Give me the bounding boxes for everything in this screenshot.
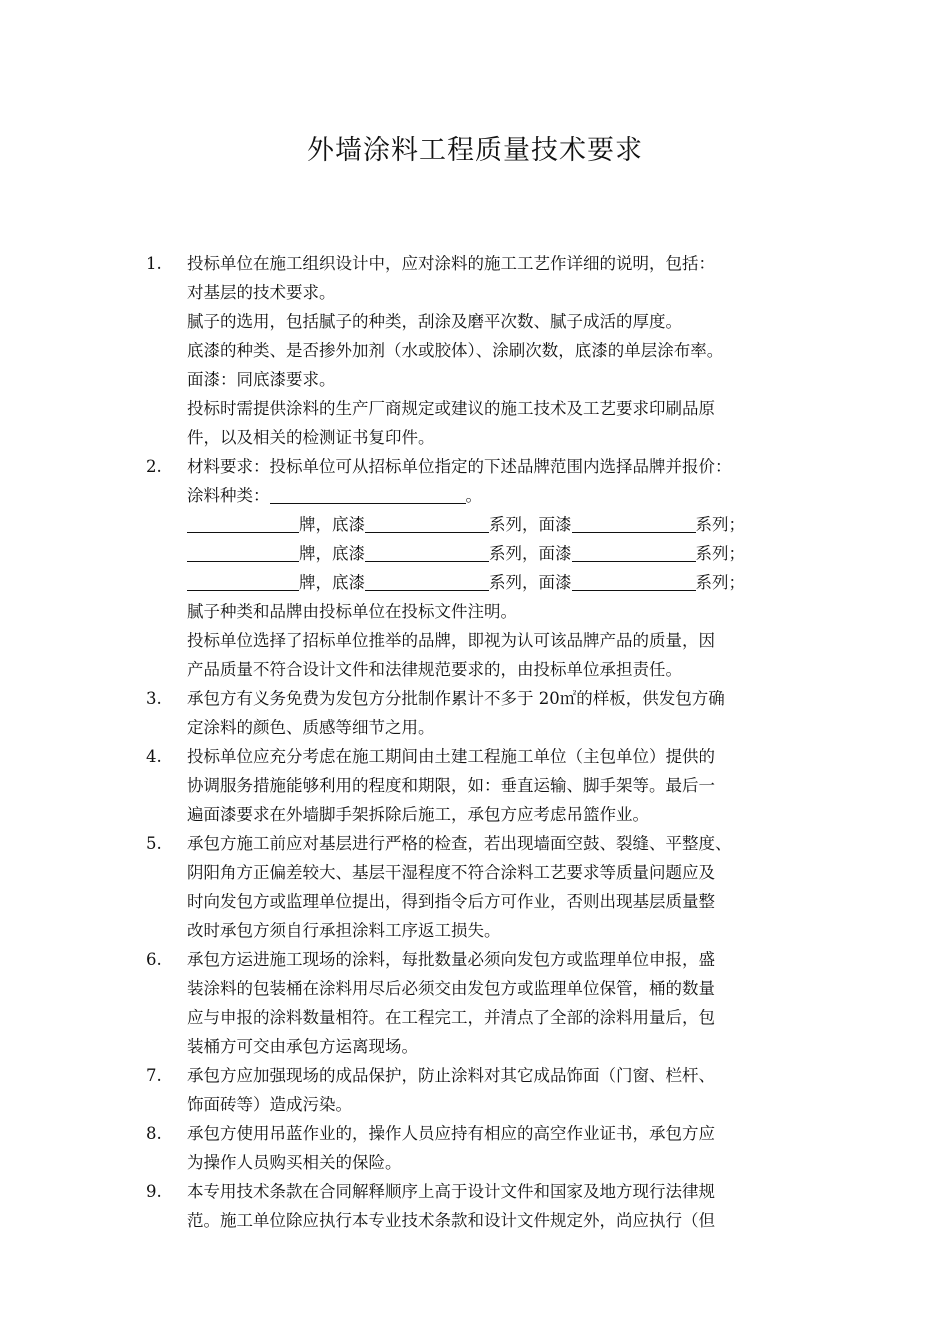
item-line: 遍面漆要求在外墙脚手架拆除后施工，承包方应考虑吊篮作业。 (187, 805, 649, 824)
primer-series-blank[interactable] (365, 572, 489, 591)
paint-type-blank[interactable] (270, 485, 466, 504)
series-end-label: 系列； (695, 544, 745, 563)
series-topcoat-label: 系列，面漆 (489, 544, 572, 563)
brand-blank[interactable] (187, 572, 299, 591)
item-line: 投标时需提供涂料的生产厂商规定或建议的施工技术及工艺要求印刷品原 (187, 399, 715, 418)
item-line: 承包方施工前应对基层进行严格的检查，若出现墙面空鼓、裂缝、平整度、 (187, 834, 732, 853)
primer-series-blank[interactable] (365, 514, 489, 533)
list-item-1 (0, 249, 950, 452)
item-line: 投标单位应充分考虑在施工期间由土建工程施工单位（主包单位）提供的 (187, 747, 715, 766)
item-number: 6. (146, 950, 162, 969)
series-end-label: 系列； (695, 515, 745, 534)
brand-primer-label: 牌，底漆 (299, 573, 365, 592)
item-line: 应与申报的涂料数量相符。在工程完工，并清点了全部的涂料用量后，包 (187, 1008, 715, 1027)
item-line: 产品质量不符合设计文件和法律规范要求的，由投标单位承担责任。 (187, 660, 682, 679)
paint-type-label: 涂料种类： (187, 486, 270, 505)
list-item-2 (0, 452, 950, 684)
brand-blank[interactable] (187, 543, 299, 562)
item-line: 件，以及相关的检测证书复印件。 (187, 428, 435, 447)
list-item-9 (0, 1177, 950, 1235)
item-number: 1. (146, 254, 162, 273)
paint-type-end: 。 (465, 486, 482, 505)
paint-type-line (187, 481, 950, 510)
item-line: 阴阳角方正偏差较大、基层干湿程度不符合涂料工艺要求等质量问题应及 (187, 863, 715, 882)
item-line: 装涂料的包装桶在涂料用尽后必须交由发包方或监理单位保管，桶的数量 (187, 979, 715, 998)
item-line: 定涂料的颜色、质感等细节之用。 (187, 718, 435, 737)
brand-row (187, 539, 950, 568)
item-number: 9. (146, 1182, 162, 1201)
item-line: 投标单位在施工组织设计中，应对涂料的施工工艺作详细的说明，包括： (187, 254, 715, 273)
item-line: 装桶方可交由承包方运离现场。 (187, 1037, 418, 1056)
list-item-4 (0, 742, 950, 829)
item-line: 时向发包方或监理单位提出，得到指令后方可作业，否则出现基层质量整 (187, 892, 715, 911)
primer-series-blank[interactable] (365, 543, 489, 562)
item-number: 8. (146, 1124, 162, 1143)
list-item-6 (0, 945, 950, 1061)
item-line: 材料要求：投标单位可从招标单位指定的下述品牌范围内选择品牌并报价： (187, 457, 732, 476)
item-line: 承包方有义务免费为发包方分批制作累计不多于 20㎡的样板，供发包方确 (187, 689, 725, 708)
list-item-5 (0, 829, 950, 945)
topcoat-series-blank[interactable] (572, 543, 696, 562)
document-title: 外墙涂料工程质量技术要求 (307, 135, 643, 166)
series-end-label: 系列； (695, 573, 745, 592)
item-line: 为操作人员购买相关的保险。 (187, 1153, 402, 1172)
item-line: 底漆的种类、是否掺外加剂（水或胶体）、涂刷次数，底漆的单层涂布率。 (187, 341, 724, 360)
brand-row (187, 510, 950, 539)
series-topcoat-label: 系列，面漆 (489, 515, 572, 534)
list-item-3 (0, 684, 950, 742)
item-number: 5. (146, 834, 162, 853)
item-line: 面漆：同底漆要求。 (187, 370, 336, 389)
brand-primer-label: 牌，底漆 (299, 515, 365, 534)
item-number: 3. (146, 689, 162, 708)
topcoat-series-blank[interactable] (572, 514, 696, 533)
item-line: 范。施工单位除应执行本专业技术条款和设计文件规定外，尚应执行（但 (187, 1211, 715, 1230)
item-line: 改时承包方须自行承担涂料工序返工损失。 (187, 921, 501, 940)
item-line: 承包方应加强现场的成品保护，防止涂料对其它成品饰面（门窗、栏杆、 (187, 1066, 715, 1085)
item-line: 对基层的技术要求。 (187, 283, 336, 302)
list-item-8 (0, 1119, 950, 1177)
item-number: 7. (146, 1066, 162, 1085)
brand-primer-label: 牌，底漆 (299, 544, 365, 563)
item-number: 4. (146, 747, 162, 766)
item-line: 承包方运进施工现场的涂料，每批数量必须向发包方或监理单位申报，盛 (187, 950, 715, 969)
item-line: 承包方使用吊蓝作业的，操作人员应持有相应的高空作业证书，承包方应 (187, 1124, 715, 1143)
item-line: 腻子的选用，包括腻子的种类，刮涂及磨平次数、腻子成活的厚度。 (187, 312, 682, 331)
brand-row (187, 568, 950, 597)
item-line: 本专用技术条款在合同解释顺序上高于设计文件和国家及地方现行法律规 (187, 1182, 715, 1201)
list-item-7 (0, 1061, 950, 1119)
item-line: 投标单位选择了招标单位推举的品牌，即视为认可该品牌产品的质量，因 (187, 631, 715, 650)
document-body (0, 249, 950, 1235)
brand-blank[interactable] (187, 514, 299, 533)
item-line: 饰面砖等）造成污染。 (187, 1095, 352, 1114)
topcoat-series-blank[interactable] (572, 572, 696, 591)
series-topcoat-label: 系列，面漆 (489, 573, 572, 592)
item-line: 协调服务措施能够利用的程度和期限，如：垂直运输、脚手架等。最后一 (187, 776, 715, 795)
item-number: 2. (146, 457, 162, 476)
item-line: 腻子种类和品牌由投标单位在投标文件注明。 (187, 602, 517, 621)
